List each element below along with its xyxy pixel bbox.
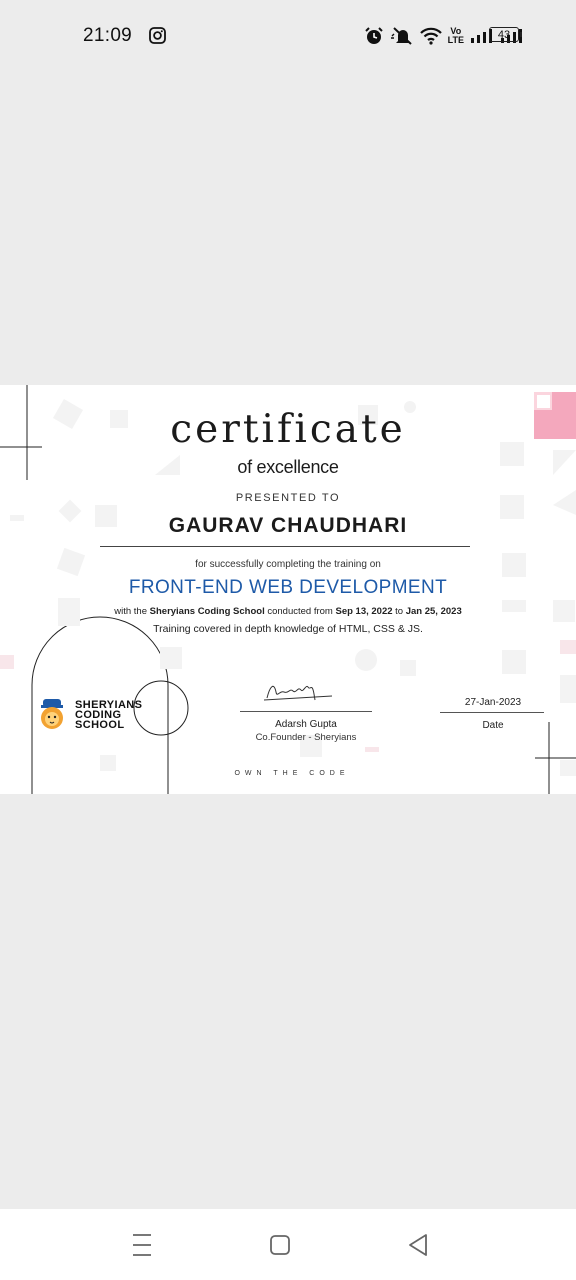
- alarm-icon: [364, 26, 384, 46]
- course-title: FRONT-END WEB DEVELOPMENT: [128, 577, 448, 598]
- completion-text: for successfully completing the training on: [195, 559, 381, 570]
- school-logo-text: SHERYIANS CODING SCHOOL: [75, 699, 143, 731]
- signer-role: Co.Founder - Sheryians: [255, 732, 357, 743]
- date-label: Date: [482, 720, 504, 731]
- mute-icon: [390, 26, 414, 46]
- back-icon[interactable]: [402, 1231, 434, 1259]
- volte-indicator: Vo LTE: [447, 26, 464, 45]
- signer-name: Adarsh Gupta: [275, 719, 337, 730]
- battery-indicator: 43: [489, 27, 519, 42]
- certificate-subtitle: of excellence: [237, 457, 339, 477]
- signature-line: [240, 711, 372, 712]
- wifi-icon: [420, 27, 442, 45]
- recipient-name: GAURAV CHAUDHARI: [168, 514, 408, 537]
- presented-to-label: PRESENTED TO: [235, 492, 341, 504]
- home-icon[interactable]: [264, 1231, 296, 1259]
- instagram-notification-icon: [149, 27, 166, 44]
- status-bar: [0, 0, 576, 72]
- certificate-title: certificate: [170, 407, 406, 452]
- date-line: [440, 712, 544, 713]
- certificate-image[interactable]: [0, 385, 576, 794]
- recents-icon[interactable]: [126, 1231, 158, 1259]
- coverage-text: Training covered in depth knowledge of HTML, CSS & JS.: [153, 623, 423, 635]
- lion-logo-icon: [40, 698, 64, 730]
- signature-image: [262, 678, 342, 706]
- motto: OWN THE CODE: [234, 770, 350, 777]
- recipient-underline: [100, 546, 470, 547]
- issue-date: 27-Jan-2023: [464, 697, 522, 708]
- navigation-bar: [0, 1209, 576, 1280]
- training-details: with the Sheryians Coding School conducted from Sep 13, 2022 to Jan 25, 2023: [114, 606, 462, 617]
- status-time: 21:09: [83, 25, 133, 46]
